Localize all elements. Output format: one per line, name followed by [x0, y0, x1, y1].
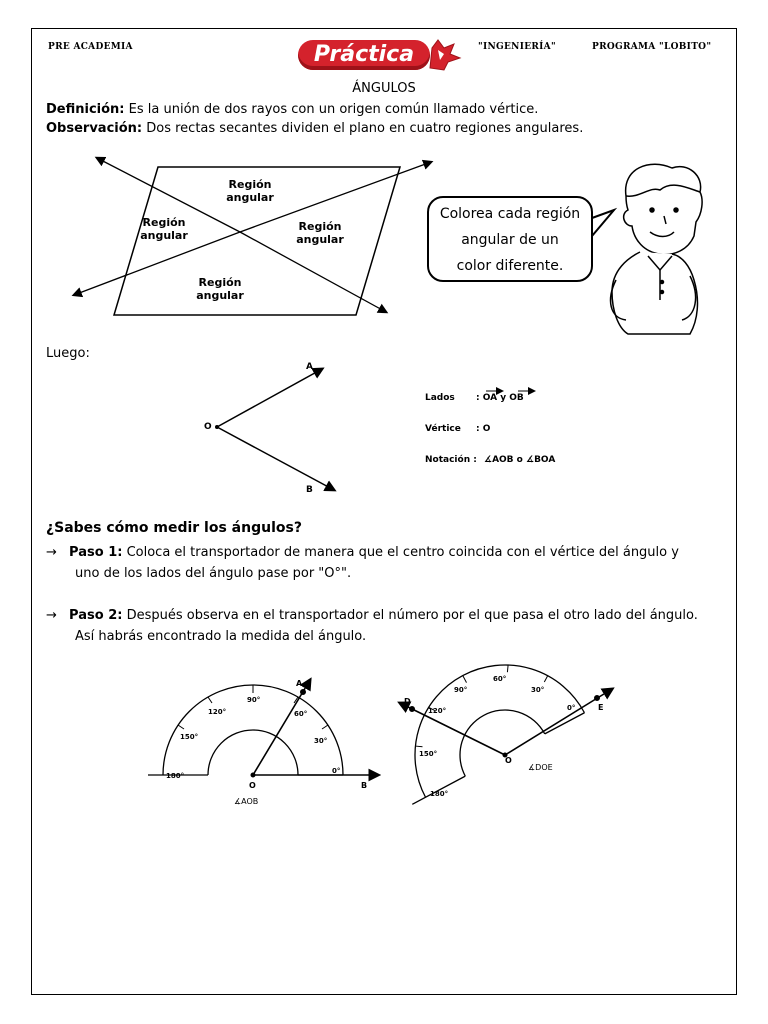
arrow-icon: → [46, 608, 57, 623]
p2-point-d: D [404, 697, 411, 706]
bubble-line-3: color diferente. [456, 258, 564, 274]
bubble-tail [592, 210, 614, 236]
protractor-2 [370, 633, 584, 804]
p1-mark-90: 90° [247, 696, 261, 704]
region-right: Región angular [296, 220, 344, 246]
p2-mark-120: 120° [428, 707, 447, 715]
p1-point-a: A [296, 679, 303, 688]
vertex-o [215, 425, 219, 429]
p2-mark-150: 150° [419, 750, 438, 758]
vertice-label: Vértice [425, 424, 461, 434]
p1-point-o: O [249, 781, 256, 790]
point-b-label: B [306, 485, 313, 495]
angle-aob-figure [215, 369, 334, 490]
point-o-label: O [204, 422, 212, 432]
header-left: PRE ACADEMIA [48, 42, 133, 52]
p2-mark-30: 30° [531, 686, 545, 694]
p1-caption: ∡AOB [234, 797, 259, 806]
paso-1-text: Coloca el transportador de manera que el centro coincida con el vértice del ángulo y [122, 545, 679, 560]
p2-mark-180: 180° [430, 790, 449, 798]
protractor-1 [148, 680, 378, 777]
p1-mark-150: 150° [180, 733, 199, 741]
notacion-label: Notación : [425, 455, 477, 465]
paso-2 [46, 605, 736, 647]
p2-caption: ∡DOE [528, 763, 553, 772]
lados-value: : OA y OB [476, 393, 524, 403]
ray-ob [217, 427, 334, 490]
point-a-label: A [306, 362, 313, 372]
p2-mark-0: 0° [567, 704, 576, 712]
paso-2-text2: Así habrás encontrado la medida del ángulo. [75, 629, 367, 644]
paso-1-label: Paso 1: [69, 545, 123, 560]
luego-label: Luego: [46, 346, 90, 361]
p2-point-e: E [598, 703, 604, 712]
observation-label: Observación: [46, 121, 143, 136]
vertice-value: : O [476, 424, 491, 434]
p1-mark-60: 60° [294, 710, 308, 718]
header-center: "INGENIERÍA" [478, 42, 556, 52]
p2-mark-60: 60° [493, 675, 507, 683]
lados-label: Lados [425, 393, 455, 403]
p1-mark-180: 180° [166, 772, 185, 780]
header-right: PROGRAMA "LOBITO" [592, 42, 712, 52]
speech-bubble [427, 196, 593, 282]
paso-2-text: Después observa en el transportador el número por el que pasa el otro lado del ángulo. [122, 608, 698, 623]
page-title: ÁNGULOS [352, 81, 416, 96]
definition-text: Es la unión de dos rayos con un origen común llamado vértice. [124, 102, 539, 117]
notacion-value: ∡AOB o ∡BOA [484, 455, 556, 465]
paso-2-label: Paso 2: [69, 608, 123, 623]
definition-label: Definición: [46, 102, 125, 117]
ray-oa [217, 369, 322, 427]
p2-point-o: O [505, 756, 512, 765]
p1-mark-120: 120° [208, 708, 227, 716]
paso-1-text2: uno de los lados del ángulo pase por "O°". [75, 566, 352, 581]
region-top: Región angular [226, 178, 274, 204]
paso-1 [46, 542, 726, 584]
bubble-line-2: angular de un [461, 232, 559, 248]
observation-text: Dos rectas secantes dividen el plano en cuatro regiones angulares. [142, 121, 584, 136]
p1-point-b: B [361, 781, 368, 790]
arrow-icon: → [46, 545, 57, 560]
boy-illustration [611, 164, 703, 334]
question-heading: ¿Sabes cómo medir los ángulos? [46, 520, 302, 536]
logo-text: Práctica [313, 42, 415, 67]
p1-mark-30: 30° [314, 737, 328, 745]
p2-mark-90: 90° [454, 686, 468, 694]
p1-mark-0: 0° [332, 767, 341, 775]
region-left: Región angular [140, 216, 188, 242]
region-bottom: Región angular [196, 276, 244, 302]
bubble-line-1: Colorea cada región [439, 206, 581, 222]
